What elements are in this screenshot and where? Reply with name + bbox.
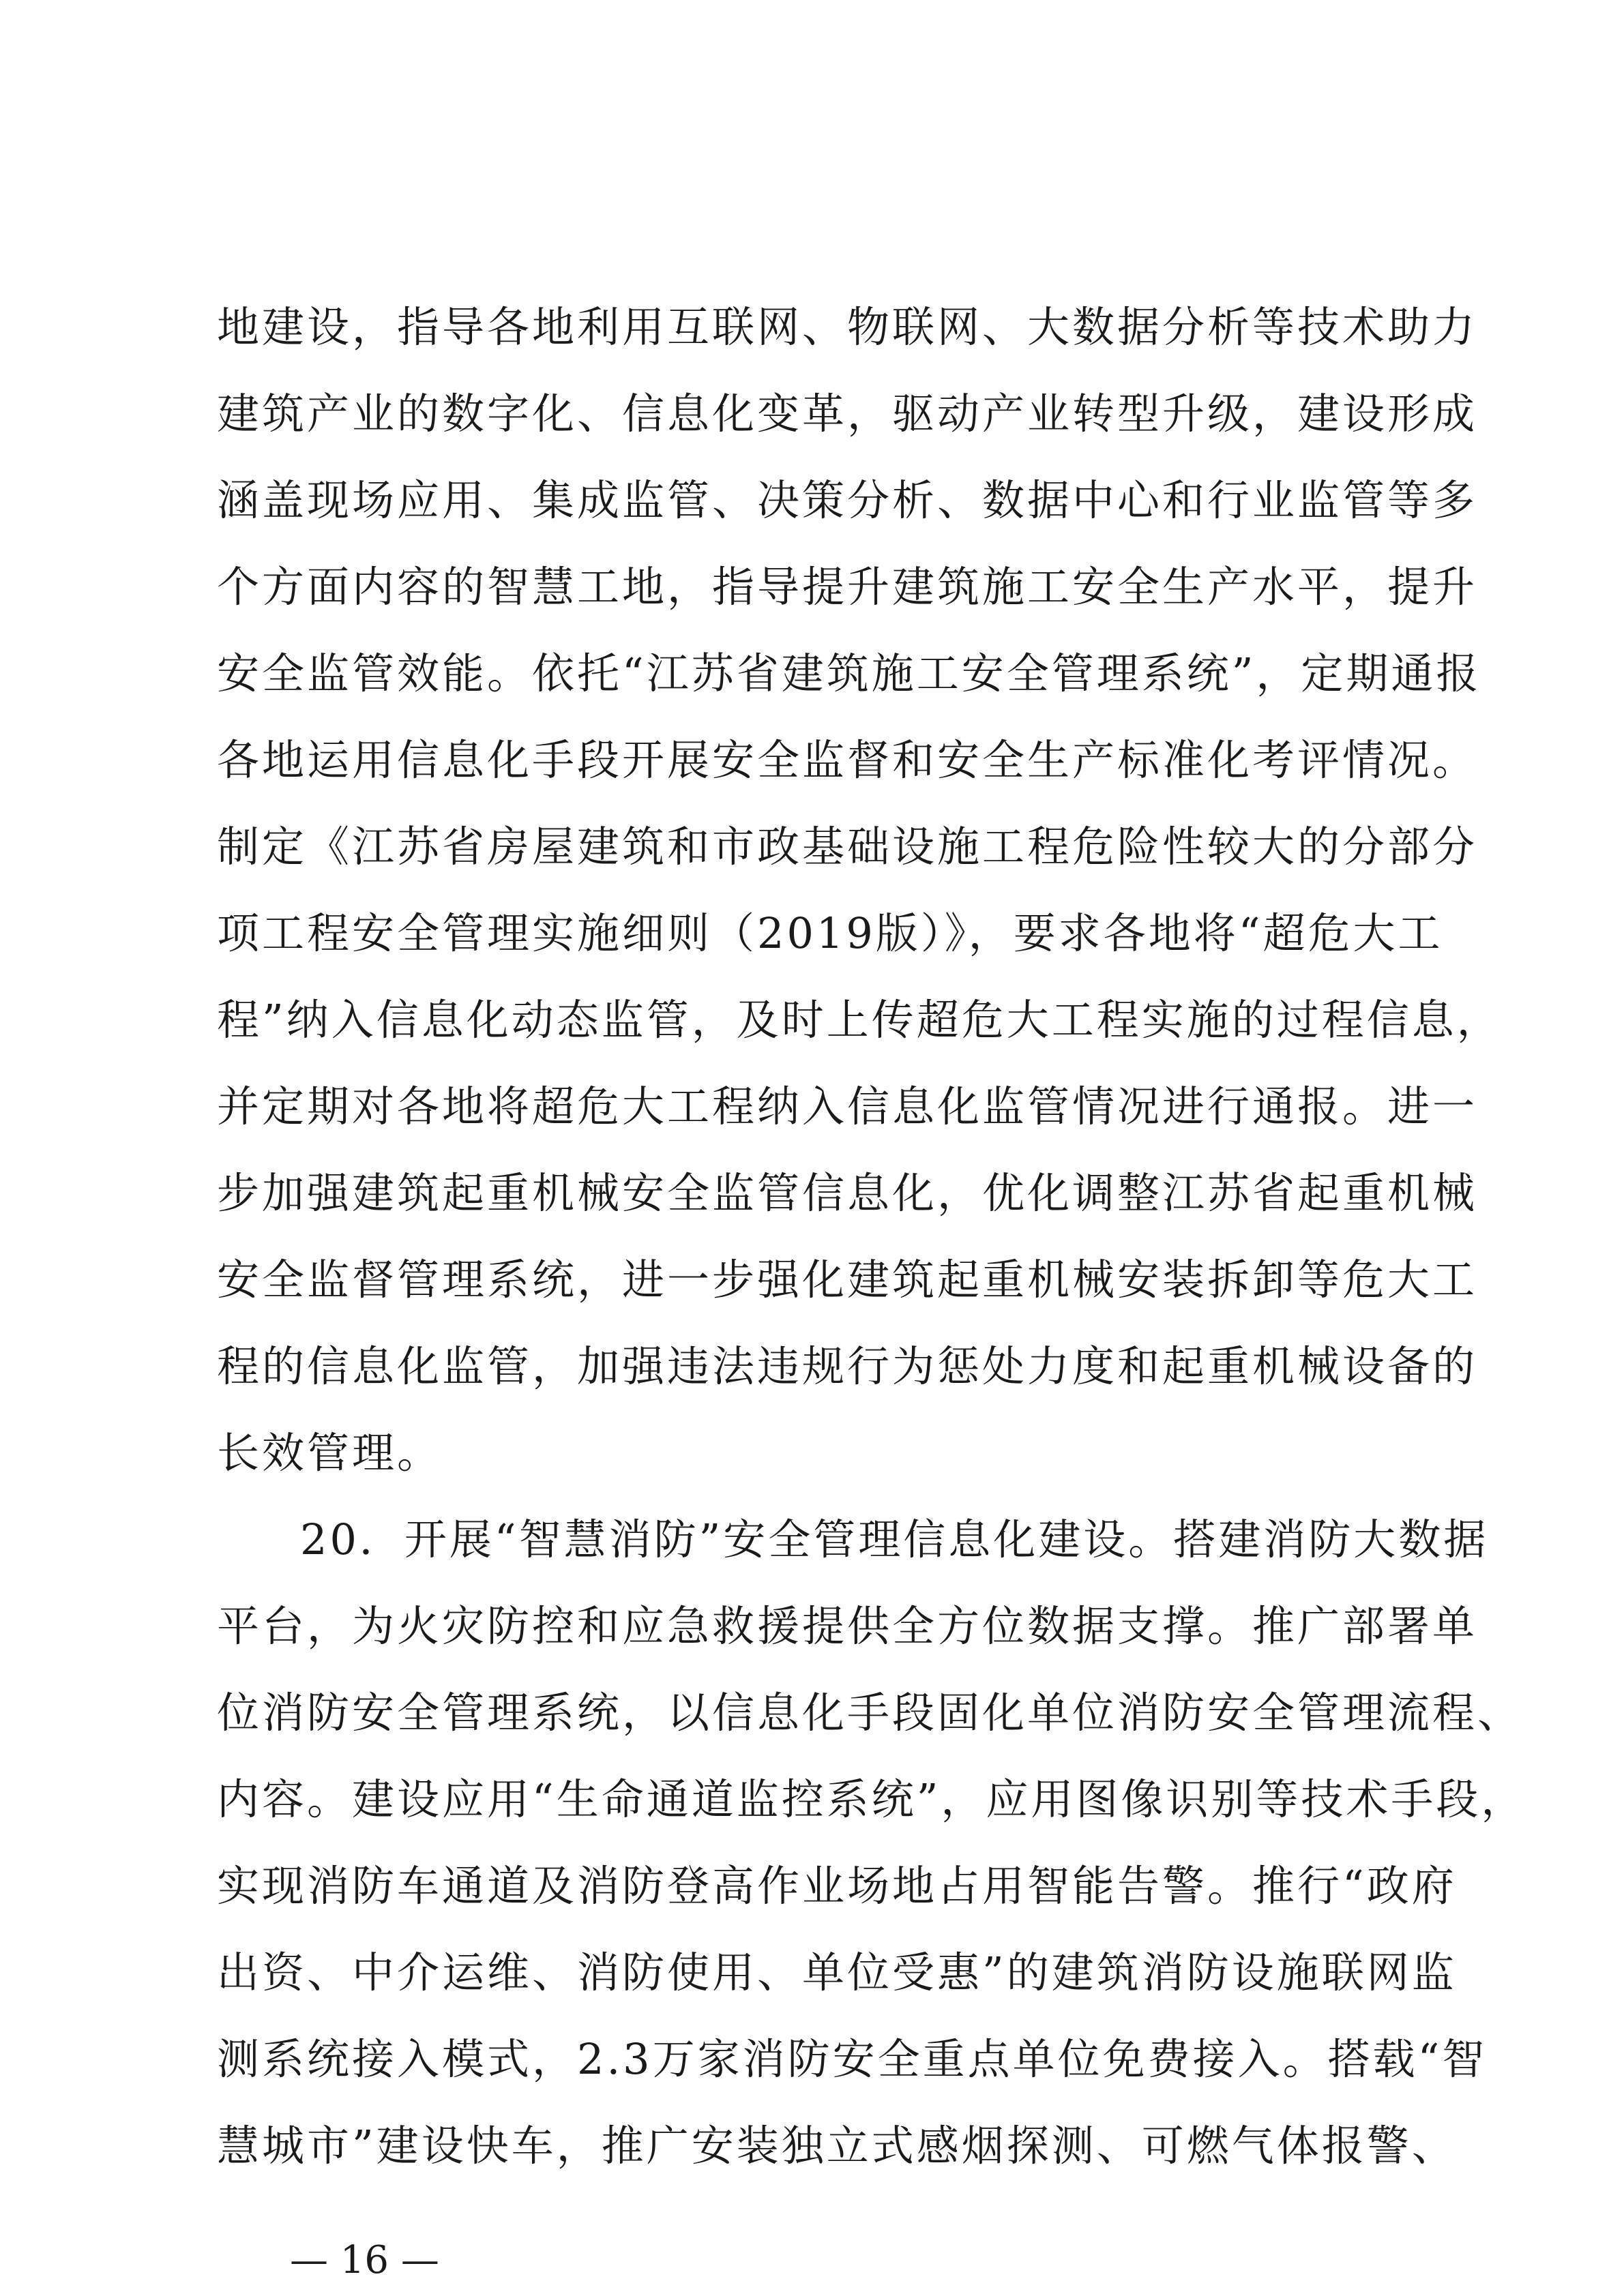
text-line: 各地运用信息化手段开展安全监督和安全生产标准化考评情况。	[217, 735, 1478, 785]
text-line: 程”纳入信息化动态监管，及时上传超危大工程实施的过程信息，	[217, 995, 1502, 1045]
text-line: 测系统接入模式，2.3万家消防安全重点单位免费接入。搭载“智	[217, 2034, 1488, 2084]
text-line: 制定《江苏省房屋建筑和市政基础设施工程危险性较大的分部分	[217, 822, 1478, 871]
text-line: 程的信息化监管，加强违法违规行为惩处力度和起重机械设备的	[217, 1341, 1478, 1391]
text-line: 安全监管效能。依托“江苏省建筑施工安全管理系统”，定期通报	[217, 648, 1481, 698]
text-line: 出资、中介运维、消防使用、单位受惠”的建筑消防设施联网监	[217, 1948, 1457, 1997]
text-line: 建筑产业的数字化、信息化变革，驱动产业转型升级，建设形成	[217, 389, 1478, 438]
page-number: — 16 —	[290, 2238, 439, 2282]
text-line: 实现消防车通道及消防登高作业场地占用智能告警。推行“政府	[217, 1861, 1457, 1911]
text-line: 位消防安全管理系统，以信息化手段固化单位消防安全管理流程、	[217, 1688, 1523, 1738]
text-line: 项工程安全管理实施细则（2019版）》，要求各地将“超危大工	[217, 908, 1443, 958]
text-line: 平台，为火灾防控和应急救援提供全方位数据支撑。推广部署单	[217, 1601, 1478, 1651]
text-line: 个方面内容的智慧工地，指导提升建筑施工安全生产水平，提升	[217, 562, 1478, 612]
paragraph-first-line: 20．开展“智慧消防”安全管理信息化建设。搭建消防大数据	[300, 1515, 1489, 1564]
text-line: 安全监督管理系统，进一步强化建筑起重机械安装拆卸等危大工	[217, 1255, 1478, 1304]
text-line: 步加强建筑起重机械安全监管信息化，优化调整江苏省起重机械	[217, 1168, 1478, 1218]
text-line: 地建设，指导各地利用互联网、物联网、大数据分析等技术助力	[217, 302, 1478, 352]
text-line: 涵盖现场应用、集成监管、决策分析、数据中心和行业监管等多	[217, 475, 1478, 525]
text-line: 内容。建设应用“生命通道监控系统”，应用图像识别等技术手段，	[217, 1774, 1526, 1824]
text-line: 并定期对各地将超危大工程纳入信息化监管情况进行通报。进一	[217, 1082, 1478, 1131]
text-line: 长效管理。	[217, 1428, 443, 1478]
text-line: 慧城市”建设快车，推广安装独立式感烟探测、可燃气体报警、	[217, 2121, 1457, 2171]
